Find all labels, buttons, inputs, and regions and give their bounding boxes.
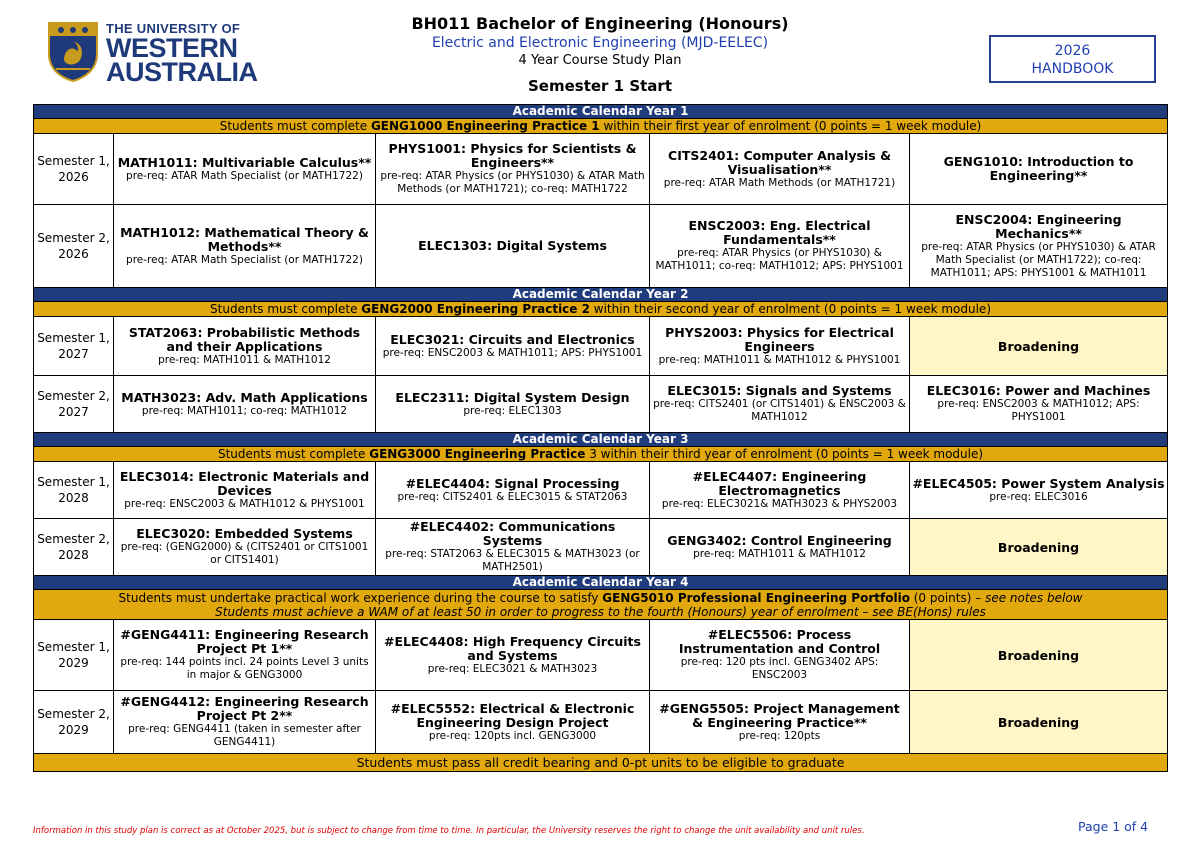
unit-cell [650,205,910,288]
notice-text: Students must complete [219,119,371,133]
semester-label: Semester 1, 2026 [34,134,114,205]
unit-title: GENG3402: Control Engineering [667,532,892,548]
unit-cell [114,317,376,376]
unit-cell [376,134,650,205]
unit-prereq: pre-req: ATAR Math Methods (or MATH1721) [663,176,896,189]
unit-prereq: pre-req: ENSC2003 & MATH1011; APS: PHYS1001 [382,346,643,359]
unit-prereq: pre-req: 144 points incl. 24 points Level 3 units in major & GENG3000 [120,656,369,681]
notice-text: 3 within their third year of enrolment (0 points = 1 week module) [585,447,984,461]
unit-cell [910,134,1168,205]
year-2-heading: Academic Calendar Year 2 [34,288,1168,302]
handbook-year: 2026 [1054,43,1091,59]
unit-cell [650,620,910,691]
unit-prereq: pre-req: STAT2063 & ELEC3015 & MATH3023 (or MATH2501) [385,548,640,573]
year-3-heading: Academic Calendar Year 3 [34,433,1168,447]
unit-cell [114,205,376,288]
notice-text: (0 points) – [909,590,986,605]
logo-the-university-of: THE UNIVERSITY OF [106,21,241,36]
unit-title: #GENG5505: Project Management & Engineering Practice** [659,700,900,730]
unit-prereq: pre-req: MATH1011 & MATH1012 [693,547,866,560]
unit-title: #ELEC5506: Process Instrumentation and Control [678,627,881,656]
unit-title: MATH1012: Mathematical Theory & Methods** [120,224,369,254]
unit-prereq: pre-req: ATAR Physics (or PHYS1030) & ATAR Math Methods (or MATH1721); co-req: MATH1722 [380,170,645,195]
unit-title: #ELEC4408: High Frequency Circuits and Systems [384,633,641,663]
unit-title: #ELEC4404: Signal Processing [405,475,620,491]
unit-cell [376,691,650,754]
semester-label: Semester 1, 2028 [34,462,114,519]
unit-prereq: pre-req: 120 pts incl. GENG3402 APS: ENSC2003 [680,656,879,681]
plan-subtitle: 4 Year Course Study Plan [518,53,682,68]
year-4-heading: Academic Calendar Year 4 [34,576,1168,590]
unit-cell [376,462,650,519]
unit-cell [910,205,1168,288]
handbook-label: HANDBOOK [1031,61,1114,77]
major-title: Electric and Electronic Engineering (MJD-EELEC) [431,35,769,51]
unit-title: ELEC3021: Circuits and Electronics [390,331,635,347]
unit-title: ELEC3016: Power and Machines [926,383,1151,398]
university-logo [46,20,258,87]
unit-prereq: pre-req: 120pts incl. GENG3000 [428,729,597,742]
year-2-notice [34,302,1168,317]
semester-label: Semester 2, 2026 [34,205,114,288]
unit-title: ELEC3015: Signals and Systems [667,383,892,398]
unit-title: #ELEC5552: Electrical & Electronic Engineering Design Project [390,700,635,730]
unit-prereq: pre-req: ELEC3021& MATH3023 & PHYS2003 [661,497,898,510]
unit-title: ELEC3020: Embedded Systems [136,526,353,541]
unit-title: ELEC3014: Electronic Materials and Devices [119,468,370,498]
unit-title: MATH1011: Multivariable Calculus** [117,154,372,170]
unit-title: MATH3023: Adv. Math Applications [121,389,368,405]
unit-cell [376,519,650,576]
broadening-cell: Broadening [910,519,1168,576]
document-header [340,14,860,96]
notice-text: within their second year of enrolment (0 points = 1 week module) [589,302,991,316]
unit-cell [650,691,910,754]
notice-unit: GENG3000 Engineering Practice [369,447,586,461]
unit-title: #GENG4412: Engineering Research Project Pt 2** [120,694,369,723]
unit-cell [376,317,650,376]
unit-prereq: pre-req: 120pts [738,729,821,742]
unit-cell [650,519,910,576]
unit-prereq: pre-req: ENSC2003 & MATH1012 & PHYS1001 [124,497,365,510]
notice-text: Students must complete [210,302,362,316]
semester-label: Semester 2, 2028 [34,519,114,576]
unit-cell [114,376,376,433]
unit-cell [650,376,910,433]
unit-prereq: pre-req: (GENG2000) & (CITS2401 or CITS1001 or CITS1401) [120,541,369,566]
unit-cell [114,134,376,205]
semester-label: Semester 1, 2029 [34,620,114,691]
semester-label: Semester 2, 2027 [34,376,114,433]
unit-prereq: pre-req: ELEC3021 & MATH3023 [427,662,598,675]
unit-prereq: pre-req: ELEC1303 [463,404,562,417]
degree-title: BH011 Bachelor of Engineering (Honours) [411,14,789,33]
logo-western: WESTERN [106,33,238,63]
unit-cell [910,462,1168,519]
unit-cell [114,691,376,754]
unit-prereq: pre-req: CITS2401 (or CITS1401) & ENSC2003 & MATH1012 [653,398,906,423]
unit-cell [650,462,910,519]
unit-cell [650,317,910,376]
start-semester: Semester 1 Start [528,77,672,95]
unit-prereq: pre-req: MATH1011 & MATH1012 & PHYS1001 [658,353,901,366]
year-1-notice [34,119,1168,134]
notice-unit: GENG5010 Professional Engineering Portfolio [602,590,910,605]
logo-australia: AUSTRALIA [106,57,258,87]
unit-prereq: pre-req: ATAR Physics (or PHYS1030) & ATAR Math Specialist (or MATH1722); co-req: MATH1011; APS: PHYS1001 & MATH1011 [921,240,1156,279]
unit-title: #ELEC4505: Power System Analysis [912,475,1165,491]
unit-title: #ELEC4407: Engineering Electromagnetics [692,468,867,498]
unit-title: ENSC2003: Eng. Electrical Fundamentals** [688,218,871,247]
notice-text: Students must undertake practical work experience during the course to satisfy [118,590,603,605]
unit-prereq: pre-req: MATH1011 & MATH1012 [158,353,331,366]
unit-prereq: pre-req: ATAR Math Specialist (or MATH1722) [126,169,363,182]
broadening-cell: Broadening [910,691,1168,754]
unit-title: ENSC2004: Engineering Mechanics** [955,211,1122,241]
uwa-crest-icon [46,20,100,82]
unit-prereq: pre-req: MATH1011; co-req: MATH1012 [141,404,348,417]
broadening-cell: Broadening [910,317,1168,376]
unit-title: CITS2401: Computer Analysis & Visualisation** [668,147,891,177]
notice-text: Students must complete [217,447,370,461]
unit-cell [376,620,650,691]
unit-title: PHYS2003: Physics for Electrical Engineers [665,324,894,354]
unit-prereq: pre-req: ATAR Physics (or PHYS1030) & MATH1011; co-req: MATH1012; APS: PHYS1001 [655,247,904,272]
notice-text: within their first year of enrolment (0 points = 1 week module) [599,119,982,133]
disclaimer-footer: Information in this study plan is correct as at October 2025, but is subject to change from time to time. In particular, the University reserves the right to change the unit availability and unit rules. [33,826,865,836]
unit-prereq: pre-req: ATAR Math Specialist (or MATH1722) [126,253,363,266]
unit-title: #ELEC4402: Communications Systems [409,519,616,548]
study-plan-table [33,104,1168,772]
unit-cell [650,134,910,205]
year-4-notice [34,590,1168,620]
notice-unit: GENG1000 Engineering Practice 1 [370,119,600,133]
semester-label: Semester 2, 2029 [34,691,114,754]
notice-wam: Students must achieve a WAM of at least 50 in order to progress to the fourth (Honours) year of enrolment – see BE(Hons) rules [215,604,986,619]
unit-cell [114,620,376,691]
handbook-badge [989,35,1156,83]
unit-prereq: pre-req: ENSC2003 & MATH1012; APS: PHYS1001 [937,398,1140,423]
unit-title: PHYS1001: Physics for Scientists & Engineers** [388,141,637,170]
unit-title: ELEC2311: Digital System Design [395,389,630,405]
unit-prereq: pre-req: GENG4411 (taken in semester after GENG4411) [128,723,361,748]
unit-title: GENG1010: Introduction to Engineering** [943,154,1134,183]
unit-title: STAT2063: Probabilistic Methods and their Applications [128,324,361,354]
unit-prereq: pre-req: CITS2401 & ELEC3015 & STAT2063 [397,490,628,503]
year-3-notice [34,447,1168,462]
graduation-notice: Students must pass all credit bearing and 0-pt units to be eligible to graduate [34,754,1168,772]
year-1-heading: Academic Calendar Year 1 [34,105,1168,119]
unit-cell [376,205,650,288]
unit-cell [114,462,376,519]
notice-see-notes: see notes below [985,590,1083,605]
unit-title: #GENG4411: Engineering Research Project Pt 1** [120,627,369,656]
broadening-cell: Broadening [910,620,1168,691]
unit-cell [114,519,376,576]
unit-prereq: pre-req: ELEC3016 [989,490,1088,503]
unit-title: ELEC1303: Digital Systems [418,238,607,253]
notice-unit: GENG2000 Engineering Practice 2 [361,302,590,316]
semester-label: Semester 1, 2027 [34,317,114,376]
page-number: Page 1 of 4 [1078,819,1149,834]
unit-cell [376,376,650,433]
unit-cell [910,376,1168,433]
